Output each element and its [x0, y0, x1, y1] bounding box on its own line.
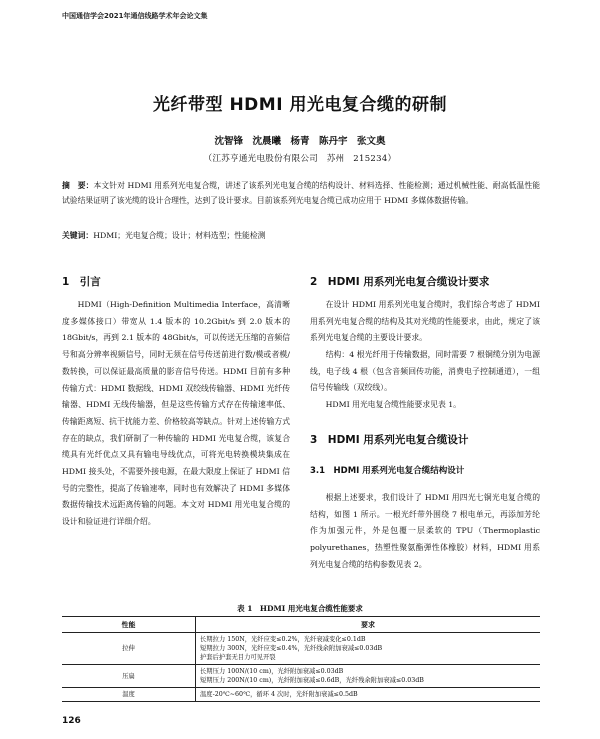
table-row [62, 688, 540, 702]
abstract-text: 本文针对 HDMI 用系列光电复合缆，讲述了该系列光电复合缆的结构设计、材料选择、性能检测；通过机械性能、耐高低温性能试验结果证明了该光缆的设计合理性，达到了设计要求。目前该系列光电复合缆已成功应用于 HDMI 多媒体数据传输。 [62, 181, 540, 205]
table-row [62, 665, 540, 688]
table-header-cell: 性能 [62, 617, 196, 633]
running-header: 中国通信学会2021年通信线路学术年会论文集 [62, 12, 208, 20]
section-2-paragraph-1: 在设计 HDMI 用系列光电复合缆时，我们综合考虑了 HDMI 用系列光电复合缆的结构及其对光缆的性能要求，由此，规定了该系列光电复合缆的主要设计要求。 [310, 300, 540, 343]
table-cell-requirement [196, 688, 541, 702]
requirement-line: 短期压力 200N/(10 cm)，光纤附加衰减≤0.6dB，光纤残余附加衰减≤0.03dB [200, 677, 424, 684]
table-header-cell: 要求 [196, 617, 541, 633]
table-caption: 表 1 HDMI 用光电复合缆性能要求 [237, 604, 363, 613]
section-2-paragraph-2: 结构：4 根光纤用于传输数据，同时需要 7 根铜缆分别为电源线，电子线 4 根（包含音频回传功能，消费电子控制通道），一组信号传输线（双绞线）。 [310, 350, 540, 393]
table-cell-performance: 拉伸 [62, 633, 196, 665]
table-header-row [62, 617, 540, 633]
section-2-paragraph-3: HDMI 用光电复合缆性能要求见表 1。 [325, 400, 461, 409]
section-1-paragraph: HDMI（High-Definition Multimedia Interface，高清晰度多媒体接口）带宽从 1.4 版本的 10.2Gbit/s 到 2.0 版本的 18Gbit/s，再到 2.1 版本的 48Gbit/s，可以传送无压缩的音频信号和高分辨率视频信号，同时无须在信号传送前进行数/模或者模/数转换，可以保证最高质量的影音信号传送。HDMI 目前有多种传输方式：HDMI 数据线、HDMI 双绞线传输器、HDMI 光纤传输器、HDMI 无线传输器，但是这些传输方式存在传输速率低、传输距离短、抗干扰能力差、价格较高等缺点。针对上述传输方式存在的缺点，我们研制了一种传输的 HDMI 光电复合缆，该复合缆具有光纤优点又具有输电导线优点，可将光电转换模块集成在 HDMI 接头处，不需要外接电源，在最大限度上保证了 HDMI 信号的完整性，提高了传输速率，同时也有效解决了 HDMI 多媒体数据传输技术远距离传输的问题。本文对 HDMI 用光电复合缆的设计和验证进行详细介绍。 [62, 300, 290, 527]
section-3-heading: 3 HDMI 用系列光电复合缆设计 [310, 434, 469, 446]
abstract [62, 178, 540, 208]
paper-title: 光纤带型 HDMI 用光电复合缆的研制 [153, 95, 447, 115]
keywords-text: HDMI；光电复合缆；设计；材料选型；性能检测 [93, 231, 266, 240]
section-2-heading: 2 HDMI 用系列光电复合缆设计要求 [310, 276, 490, 288]
table-cell-requirement [196, 665, 541, 688]
table-cell-performance: 温度 [62, 688, 196, 702]
table-row [62, 633, 540, 665]
requirement-line: 温度-20℃~60℃，循环 4 次时，光纤附加衰减≤0.5dB [200, 691, 358, 698]
section-1-heading: 1 引言 [62, 276, 101, 288]
requirement-line: 长期拉力 150N，光纤应变≤0.2%，光纤衰减变化≤0.1dB [200, 636, 366, 643]
performance-table [62, 616, 540, 702]
requirement-line: 长期压力 100N/(10 cm)，光纤附加衰减≤0.03dB [200, 668, 344, 675]
author-list: 沈智锋 沈晨曦 杨青 陈丹宇 张文奥 [214, 136, 386, 147]
section-3-1-heading: 3.1 HDMI 用系列光电复合缆结构设计 [310, 466, 465, 476]
requirement-line: 护套后护套无目力可见开裂 [200, 654, 276, 661]
requirement-line: 短期拉力 300N，光纤应变≤0.4%，光纤线余附加衰减≤0.03dB [200, 645, 383, 652]
table-cell-requirement [196, 633, 541, 665]
table-cell-performance: 压扁 [62, 665, 196, 688]
keywords [62, 228, 540, 243]
section-3-1-paragraph: 根据上述要求，我们设计了 HDMI 用四光七铜光电复合缆的结构，如图 1 所示。一根光纤带外围绕 7 根电单元，再添加芳纶作为加强元件，外是包覆一层柔软的 TPU（Thermoplastic polyurethanes，热塑性聚氨酯弹性体橡胶）材料，HDMI 用系列光电复合缆的结构参数见表 2。 [310, 493, 540, 569]
keywords-label: 关键词： [62, 231, 94, 240]
page-number: 126 [62, 716, 81, 726]
affiliation: （江苏亨通光电股份有限公司 苏州 215234） [203, 154, 397, 164]
abstract-label: 摘 要： [62, 181, 94, 190]
